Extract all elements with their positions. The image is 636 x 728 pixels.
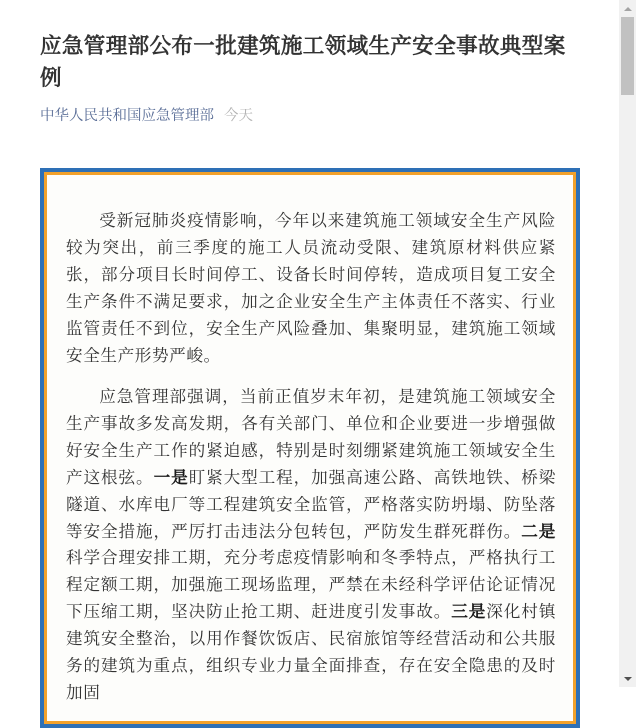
point-3-text: 深化村镇建筑安全整治，以用作餐饮饭店、民宿旅馆等经营活动和公共服务的建筑为重点，组织专业力量全面排查，存在安全隐患的及时加固 xyxy=(66,602,557,702)
scroll-up-arrow-icon[interactable] xyxy=(619,0,636,17)
article-meta xyxy=(40,106,253,126)
article-title: 应急管理部公布一批建筑施工领域生产安全事故典型案例 xyxy=(40,34,566,91)
point-3-label: 三是 xyxy=(451,602,487,622)
point-2-label: 二是 xyxy=(521,521,556,541)
article-date: 今天 xyxy=(224,108,253,124)
bordered-text-box-inner-border xyxy=(44,172,576,724)
point-2-text: 科学合理安排工期，充分考虑疫情影响和冬季特点，严格执行工程定额工期，加强施工现场监理，严禁在未经科学评估论证情况下压缩工期，坚决防止抢工期、赶进度引发事故。 xyxy=(66,548,556,622)
scroll-down-arrow-icon[interactable] xyxy=(619,670,636,687)
paragraph-2-intro: 应急管理部强调，当前正值岁末年初，是建筑施工领域安全生产事故多发高发期，各有关部门、单位和企业要进一步增强做好安全生产工作的紧迫感，特别是时刻绷紧建筑施工领域安全生产这根弦。 xyxy=(66,387,556,487)
point-1-label: 一是 xyxy=(153,467,189,487)
point-1-text: 盯紧大型工程，加强高速公路、高铁地铁、桥梁隧道、水库电厂等工程建筑安全监管，严格落实防坍塌、防坠落等安全措施，严厉打击违法分包转包，严防发生群死群伤。 xyxy=(66,467,557,541)
bordered-text-box-body xyxy=(47,175,573,721)
vertical-scrollbar[interactable] xyxy=(619,0,636,687)
article-source-link[interactable]: 中华人民共和国应急管理部 xyxy=(40,108,214,124)
paragraph-1: 受新冠肺炎疫情影响，今年以来建筑施工领域安全生产风险较为突出，前三季度的施工人员流动受限、建筑原材料供应紧张，部分项目长时间停工、设备长时间停转，造成项目复工安全生产条件不满足要求，加之企业安全生产主体责任不落实、行业监管责任不到位，安全生产风险叠加、集聚明显，建筑施工领域安全生产形势严峻。 xyxy=(66,211,556,365)
scrollbar-thumb[interactable] xyxy=(621,17,634,95)
bordered-text-box xyxy=(40,168,580,728)
paragraph-2 xyxy=(66,384,556,707)
